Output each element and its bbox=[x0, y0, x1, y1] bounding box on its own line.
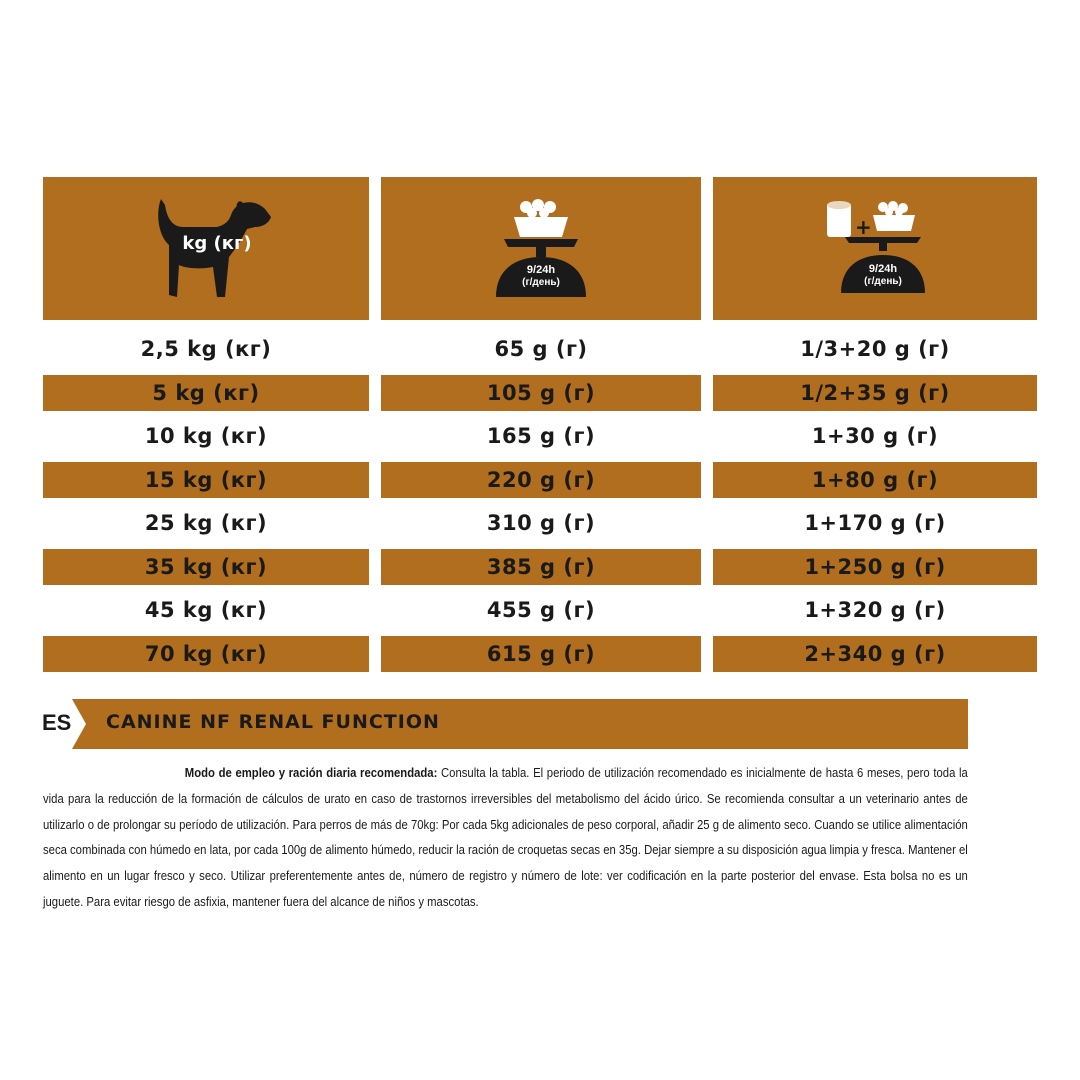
plus-sign: + bbox=[855, 215, 872, 239]
mixed-amount-cell: 1+170 g (г) bbox=[713, 505, 1037, 541]
weight-header-label: kg (кг) bbox=[182, 233, 252, 254]
dry-amount-cell: 455 g (г) bbox=[381, 592, 701, 628]
mixed-amount-cell: 1+250 g (г) bbox=[713, 549, 1037, 585]
mixed-amount-cell: 1+30 g (г) bbox=[713, 418, 1037, 454]
mixed-amount-cell: 2+340 g (г) bbox=[713, 636, 1037, 672]
weight-cell: 70 kg (кг) bbox=[43, 636, 369, 672]
header-mixed bbox=[713, 177, 1037, 320]
mixed-amount-cell: 1/2+35 g (г) bbox=[713, 375, 1037, 411]
usage-instructions bbox=[43, 760, 968, 915]
dry-amount-cell: 310 g (г) bbox=[381, 505, 701, 541]
dry-header-label-top: 9/24h bbox=[526, 264, 556, 276]
mixed-header-label-bottom: (г/день) bbox=[864, 276, 902, 287]
dry-header-label-bottom: (г/день) bbox=[522, 277, 560, 288]
dry-amount-cell: 220 g (г) bbox=[381, 462, 701, 498]
instructions-lead: Modo de empleo y ración diaria recomendada: bbox=[184, 765, 438, 780]
weight-cell: 15 kg (кг) bbox=[43, 462, 369, 498]
weight-cell: 10 kg (кг) bbox=[43, 418, 369, 454]
dry-amount-cell: 615 g (г) bbox=[381, 636, 701, 672]
dry-food-bowl-scale-icon bbox=[486, 195, 596, 315]
language-code: ES bbox=[42, 710, 72, 735]
mixed-amount-cell: 1/3+20 g (г) bbox=[713, 331, 1037, 367]
dry-amount-cell: 65 g (г) bbox=[381, 331, 701, 367]
weight-cell: 25 kg (кг) bbox=[43, 505, 369, 541]
mixed-amount-cell: 1+80 g (г) bbox=[713, 462, 1037, 498]
dry-amount-cell: 385 g (г) bbox=[381, 549, 701, 585]
instructions-body: Consulta la tabla. El periodo de utilización recomendado es inicialmente de hasta 6 meses, pero toda la vida para la reducción de la formación de cálculos de urato en caso de trastornos irreversibles del metabolismo del ácido úrico. Se recomienda consultar a un veterinario antes de utilizarlo o de prolongar su período de utilización. Para perros de más de 70kg: Por cada 5kg adicionales de peso corporal, añadir 25 g de alimento seco. Cuando se utilice alimentación seca combinada con húmedo en lata, por cada 100g de alimento húmedo, reducir la ración de croquetas secas en 35g. Dejar siempre a su disposición agua limpia y fresca. Mantener el alimento en un lugar fresco y seco. Utilizar preferentemente antes de, número de registro y número de lote: ver codificación en la parte posterior del envase. Esta bolsa no es un juguete. Para evitar riesgo de asfixia, mantener fuera del alcance de niños y mascotas. bbox=[43, 765, 968, 909]
weight-cell: 5 kg (кг) bbox=[43, 375, 369, 411]
dry-amount-cell: 105 g (г) bbox=[381, 375, 701, 411]
weight-cell: 2,5 kg (кг) bbox=[43, 331, 369, 367]
weight-cell: 35 kg (кг) bbox=[43, 549, 369, 585]
can-plus-bowl-scale-icon bbox=[823, 197, 933, 317]
header-dry bbox=[381, 177, 701, 320]
header-weight bbox=[43, 177, 369, 320]
mixed-amount-cell: 1+320 g (г) bbox=[713, 592, 1037, 628]
mixed-header-label-top: 9/24h bbox=[868, 263, 898, 275]
dry-amount-cell: 165 g (г) bbox=[381, 418, 701, 454]
weight-cell: 45 kg (кг) bbox=[43, 592, 369, 628]
product-title: CANINE NF RENAL FUNCTION bbox=[106, 711, 440, 733]
